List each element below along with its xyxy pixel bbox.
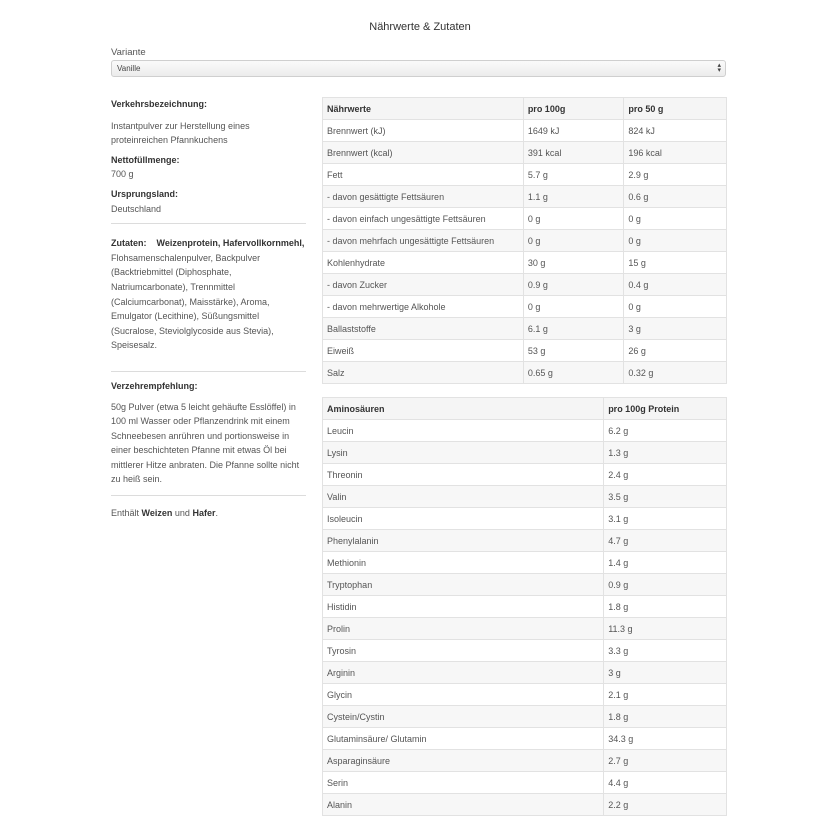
table-cell: 0 g [523, 296, 624, 318]
table-row [323, 706, 727, 728]
table-cell: 196 kcal [624, 142, 727, 164]
table-cell: 0.9 g [523, 274, 624, 296]
table-cell: 26 g [624, 340, 727, 362]
table-row [323, 252, 727, 274]
nutrition-header: pro 50 g [624, 98, 727, 120]
table-cell: Glycin [323, 684, 604, 706]
zutaten-heading: Zutaten: [111, 238, 147, 249]
table-cell: Cystein/Cystin [323, 706, 604, 728]
table-cell: 0.65 g [523, 362, 624, 384]
table-cell: Ballaststoffe [323, 318, 524, 340]
product-info [111, 97, 306, 521]
ursprung-heading: Ursprungsland: [111, 188, 179, 199]
table-cell: 34.3 g [604, 728, 727, 750]
table-row [323, 596, 727, 618]
table-cell: 3.3 g [604, 640, 727, 662]
table-cell: Alanin [323, 794, 604, 816]
verzehr-heading: Verzehrempfehlung: [111, 380, 198, 391]
table-row [323, 362, 727, 384]
table-cell: 3.1 g [604, 508, 727, 530]
table-row [323, 662, 727, 684]
table-cell: - davon gesättigte Fettsäuren [323, 186, 524, 208]
table-cell: 3 g [604, 662, 727, 684]
table-row [323, 208, 727, 230]
table-row [323, 640, 727, 662]
table-cell: 0.32 g [624, 362, 727, 384]
allergen-mid: und [174, 508, 190, 519]
table-cell: Serin [323, 772, 604, 794]
verzehr-text: 50g Pulver (etwa 5 leicht gehäufte Esslöffel) in 100 ml Wasser oder Pflanzendrink mit einem Schneebesen anrühren und portionsweise in einer beschichteten Pfanne mit etwas Öl bei mittlerer Hitze anbraten. Die Pfanne sollte nicht zu heiß sein. [111, 401, 300, 485]
table-cell: 0 g [624, 208, 727, 230]
table-cell: 1.1 g [523, 186, 624, 208]
amino-table [322, 397, 727, 816]
table-row [323, 164, 727, 186]
amino-header: Aminosäuren [323, 398, 604, 420]
table-row [323, 442, 727, 464]
amino-header-row [323, 398, 727, 420]
allergen-note [111, 506, 306, 521]
table-cell: Brennwert (kJ) [323, 120, 524, 142]
table-cell: 0.6 g [624, 186, 727, 208]
table-cell: 1.8 g [604, 596, 727, 618]
table-row [323, 486, 727, 508]
variant-label: Variante [111, 47, 146, 58]
allergen-end: . [215, 508, 218, 519]
table-cell: Arginin [323, 662, 604, 684]
table-row [323, 552, 727, 574]
netto-text: 700 g [111, 169, 134, 180]
allergen-weizen: Weizen [141, 508, 173, 519]
table-cell: Lysin [323, 442, 604, 464]
nutrition-table [322, 97, 727, 384]
table-cell: - davon mehrfach ungesättigte Fettsäuren [323, 230, 524, 252]
table-cell: Valin [323, 486, 604, 508]
page-title: Nährwerte & Zutaten [369, 21, 471, 33]
table-cell: Methionin [323, 552, 604, 574]
table-cell: 1.3 g [604, 442, 727, 464]
table-cell: Tyrosin [323, 640, 604, 662]
table-cell: Glutaminsäure/ Glutamin [323, 728, 604, 750]
table-row [323, 508, 727, 530]
table-cell: Kohlenhydrate [323, 252, 524, 274]
table-row [323, 574, 727, 596]
table-cell: 6.2 g [604, 420, 727, 442]
select-arrows-icon: ▴ ▾ [717, 62, 721, 74]
table-cell: Asparaginsäure [323, 750, 604, 772]
table-cell: 2.9 g [624, 164, 727, 186]
table-cell: - davon Zucker [323, 274, 524, 296]
table-cell: 2.7 g [604, 750, 727, 772]
table-cell: 4.7 g [604, 530, 727, 552]
table-cell: 3 g [624, 318, 727, 340]
table-row [323, 296, 727, 318]
table-cell: 5.7 g [523, 164, 624, 186]
table-cell: 1.8 g [604, 706, 727, 728]
variant-select[interactable] [111, 60, 726, 77]
table-cell: 4.4 g [604, 772, 727, 794]
zutaten-text: Flohsamenschalenpulver, Backpulver (Backtriebmittel (Diphosphate, Natriumcarbonate), Trennmittel (Calciumcarbonat), Maisstärke), Aroma, Emulgator (Lecithine), Süßungsmittel (Sucralose, Steviolglycoside aus Stevia), Speisesalz. [111, 252, 274, 351]
table-cell: 391 kcal [523, 142, 624, 164]
table-cell: Leucin [323, 420, 604, 442]
table-cell: Tryptophan [323, 574, 604, 596]
table-row [323, 340, 727, 362]
table-cell: Phenylalanin [323, 530, 604, 552]
table-row [323, 186, 727, 208]
table-cell: Histidin [323, 596, 604, 618]
table-cell: 30 g [523, 252, 624, 274]
table-cell: 11.3 g [604, 618, 727, 640]
table-row [323, 274, 727, 296]
table-cell: Isoleucin [323, 508, 604, 530]
zutaten-bold: Weizenprotein, Hafervollkornmehl, [156, 238, 305, 249]
table-row [323, 618, 727, 640]
table-cell: 1.4 g [604, 552, 727, 574]
table-cell: 53 g [523, 340, 624, 362]
table-row [323, 230, 727, 252]
ursprung-text: Deutschland [111, 203, 162, 214]
table-row [323, 530, 727, 552]
table-cell: Prolin [323, 618, 604, 640]
table-cell: 824 kJ [624, 120, 727, 142]
table-row [323, 420, 727, 442]
table-cell: 0 g [523, 230, 624, 252]
amino-header: pro 100g Protein [604, 398, 727, 420]
verkehr-heading: Verkehrsbezeichnung: [111, 99, 208, 109]
table-row [323, 794, 727, 816]
table-cell: Brennwert (kcal) [323, 142, 524, 164]
table-row [323, 318, 727, 340]
table-row [323, 120, 727, 142]
variant-selected-value: Vanille [117, 64, 141, 73]
table-cell: 0 g [624, 296, 727, 318]
table-cell: - davon einfach ungesättigte Fettsäuren [323, 208, 524, 230]
table-cell: Salz [323, 362, 524, 384]
table-cell: Eiweiß [323, 340, 524, 362]
table-cell: 0 g [624, 230, 727, 252]
table-row [323, 684, 727, 706]
nutrition-header-row [323, 98, 727, 120]
allergen-hafer: Hafer [192, 508, 216, 519]
table-cell: - davon mehrwertige Alkohole [323, 296, 524, 318]
nutrition-header: pro 100g [523, 98, 624, 120]
netto-heading: Nettofüllmenge: [111, 154, 180, 165]
nutrition-header: Nährwerte [323, 98, 524, 120]
table-row [323, 142, 727, 164]
table-cell: 3.5 g [604, 486, 727, 508]
table-cell: 6.1 g [523, 318, 624, 340]
allergen-pre: Enthält [111, 508, 140, 519]
zutaten-block [111, 236, 306, 353]
table-cell: 2.1 g [604, 684, 727, 706]
verkehr-text: Instantpulver zur Herstellung eines proteinreichen Pfannkuchens [111, 120, 250, 146]
table-row [323, 464, 727, 486]
table-cell: Threonin [323, 464, 604, 486]
table-cell: 2.2 g [604, 794, 727, 816]
table-cell: 15 g [624, 252, 727, 274]
table-cell: 0.9 g [604, 574, 727, 596]
table-cell: 0.4 g [624, 274, 727, 296]
table-cell: 0 g [523, 208, 624, 230]
table-cell: 2.4 g [604, 464, 727, 486]
table-cell: 1649 kJ [523, 120, 624, 142]
table-row [323, 728, 727, 750]
table-row [323, 772, 727, 794]
table-cell: Fett [323, 164, 524, 186]
table-row [323, 750, 727, 772]
